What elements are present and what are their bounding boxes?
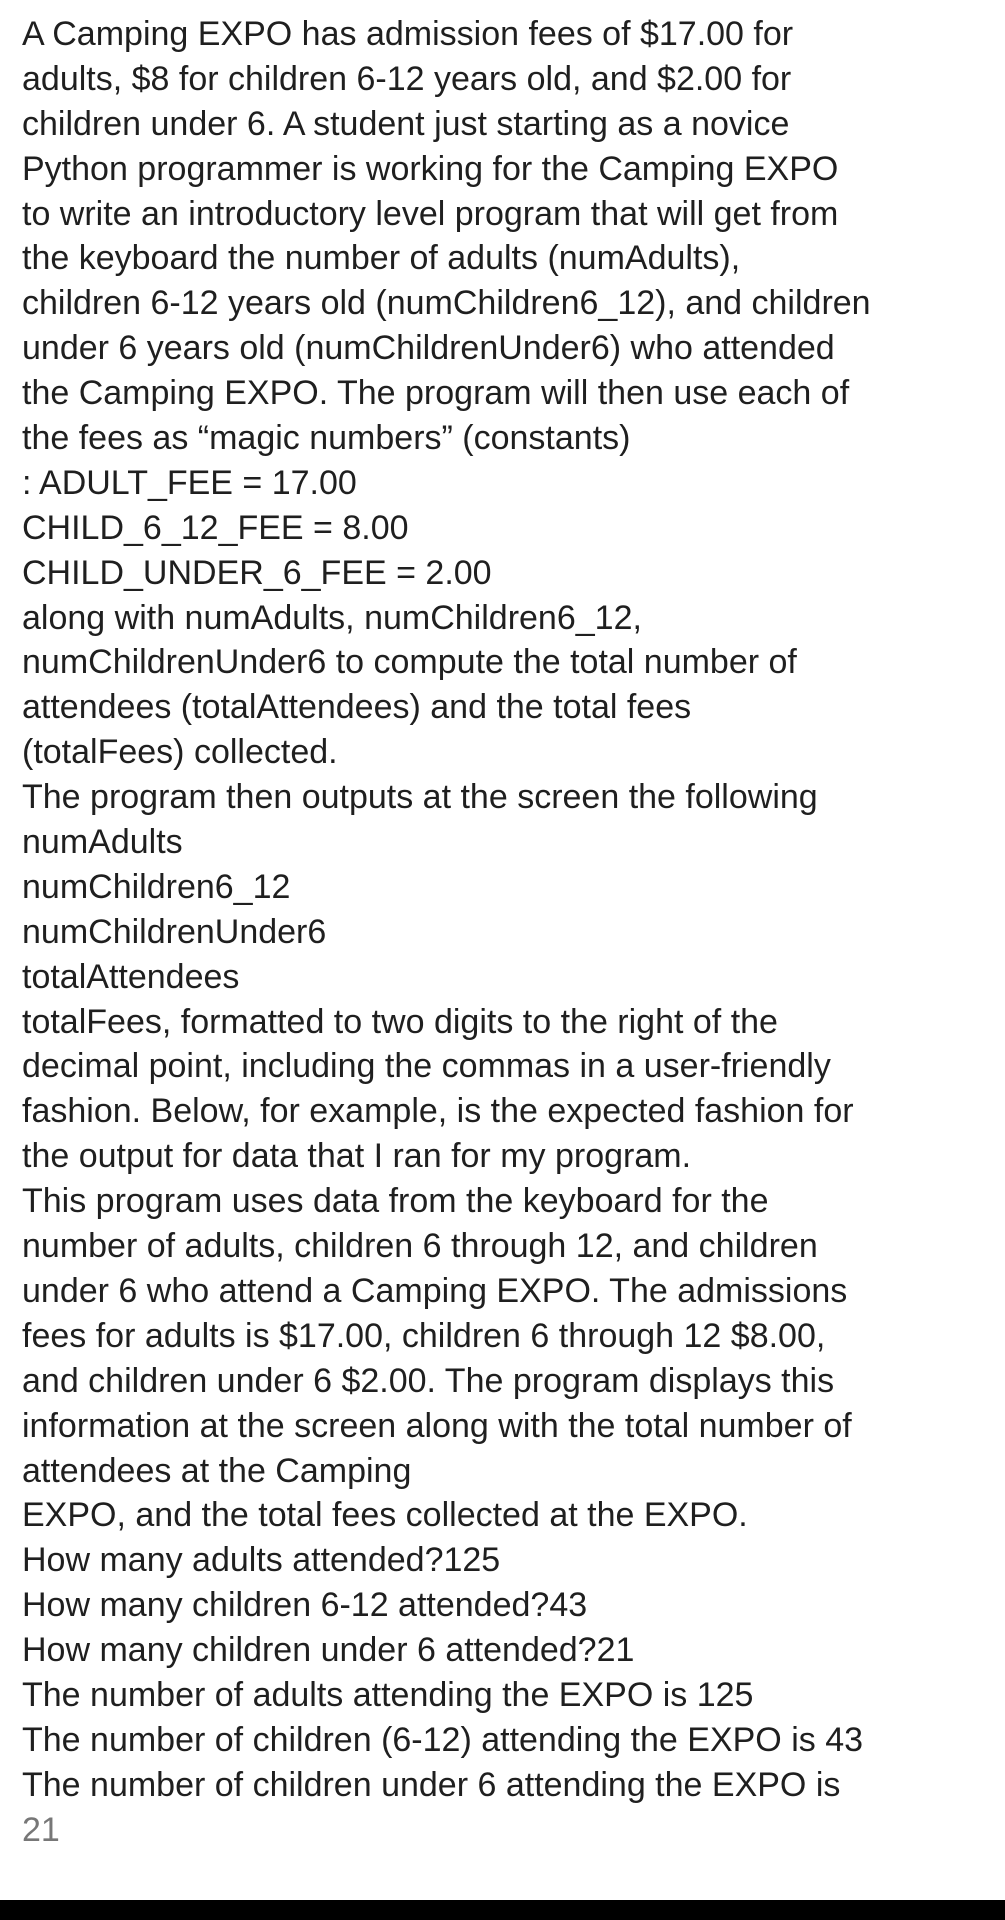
text-line-14: along with numAdults, numChildren6_12, bbox=[22, 598, 642, 637]
text-line-26: the output for data that I ran for my program. bbox=[22, 1137, 692, 1176]
text-line-15: numChildrenUnder6 to compute the total number of bbox=[22, 643, 797, 682]
text-line-28: number of adults, children 6 through 12, and children bbox=[22, 1227, 818, 1266]
text-line-11: : ADULT_FEE = 17.00 bbox=[22, 463, 357, 502]
text-line-36: How many children 6-12 attended?43 bbox=[22, 1586, 588, 1625]
text-line-22: totalAttendees bbox=[22, 957, 240, 996]
text-line-32: information at the screen along with the total number of bbox=[22, 1406, 852, 1445]
text-line-30: fees for adults is $17.00, children 6 through 12 $8.00, bbox=[22, 1316, 826, 1355]
text-line-27: This program uses data from the keyboard for the bbox=[22, 1182, 769, 1221]
text-line-12: CHILD_6_12_FEE = 8.00 bbox=[22, 508, 409, 547]
text-line-37: How many children under 6 attended?21 bbox=[22, 1631, 635, 1670]
text-line-31: and children under 6 $2.00. The program displays this bbox=[22, 1361, 835, 1400]
text-line-39: The number of children (6-12) attending the EXPO is 43 bbox=[22, 1720, 864, 1759]
text-line-40: The number of children under 6 attending the EXPO is bbox=[22, 1765, 841, 1804]
text-line-38: The number of adults attending the EXPO is 125 bbox=[22, 1675, 754, 1714]
text-line-1: A Camping EXPO has admission fees of $17.00 for bbox=[22, 15, 794, 53]
text-line-4: Python programmer is working for the Camping EXPO bbox=[22, 149, 839, 188]
text-line-7: children 6-12 years old (numChildren6_12), and children bbox=[22, 284, 871, 323]
text-line-13: CHILD_UNDER_6_FEE = 2.00 bbox=[22, 553, 492, 592]
text-line-23: totalFees, formatted to two digits to the right of the bbox=[22, 1002, 778, 1041]
text-line-25: fashion. Below, for example, is the expected fashion for bbox=[22, 1092, 854, 1131]
text-line-10: the fees as “magic numbers” (constants) bbox=[22, 419, 631, 458]
document-body bbox=[22, 12, 997, 1853]
text-line-16: attendees (totalAttendees) and the total fees bbox=[22, 688, 692, 727]
text-line-9: the Camping EXPO. The program will then use each of bbox=[22, 374, 850, 413]
text-line-34: EXPO, and the total fees collected at the EXPO. bbox=[22, 1496, 748, 1535]
text-line-41: 21 bbox=[22, 1810, 60, 1849]
text-line-19: numAdults bbox=[22, 823, 183, 862]
text-line-24: decimal point, including the commas in a user-friendly bbox=[22, 1047, 831, 1086]
text-line-33: attendees at the Camping bbox=[22, 1451, 412, 1490]
text-line-2: adults, $8 for children 6-12 years old, and $2.00 for bbox=[22, 59, 792, 98]
text-line-6: the keyboard the number of adults (numAdults), bbox=[22, 239, 741, 278]
text-line-18: The program then outputs at the screen the following bbox=[22, 778, 818, 817]
text-line-5: to write an introductory level program that will get from bbox=[22, 194, 839, 233]
text-line-3: children under 6. A student just starting as a novice bbox=[22, 104, 790, 143]
text-line-29: under 6 who attend a Camping EXPO. The admissions bbox=[22, 1271, 848, 1310]
text-line-20: numChildren6_12 bbox=[22, 867, 291, 906]
text-line-17: (totalFees) collected. bbox=[22, 733, 338, 772]
text-line-8: under 6 years old (numChildrenUnder6) who attended bbox=[22, 329, 835, 368]
text-line-21: numChildrenUnder6 bbox=[22, 912, 327, 951]
text-line-35: How many adults attended?125 bbox=[22, 1541, 501, 1580]
bottom-bar bbox=[0, 1900, 1005, 1920]
